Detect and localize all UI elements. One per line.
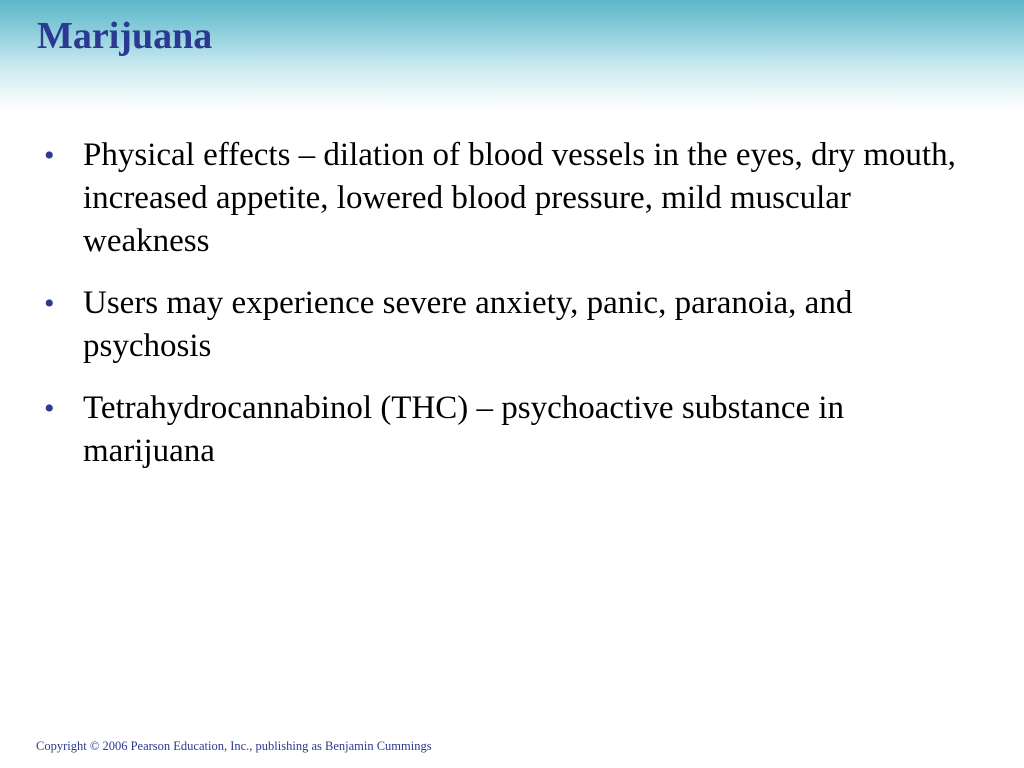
- bullet-text: Users may experience severe anxiety, panic, paranoia, and psychosis: [83, 285, 853, 364]
- bullet-marker: •: [44, 139, 55, 172]
- bullet-list: [44, 134, 984, 492]
- slide-title: Marijuana: [37, 15, 213, 57]
- bullet-marker: •: [44, 287, 55, 320]
- bullet-text: Tetrahydrocannabinol (THC) – psychoactive substance in marijuana: [83, 390, 845, 469]
- bullet-item-physical-effects: [44, 134, 984, 263]
- bullet-item-thc: [44, 387, 984, 473]
- bullet-item-user-experience: [44, 282, 984, 368]
- copyright-footer: Copyright © 2006 Pearson Education, Inc., publishing as Benjamin Cummings: [36, 739, 432, 753]
- bullet-marker: •: [44, 392, 55, 425]
- bullet-text: Physical effects – dilation of blood vessels in the eyes, dry mouth, increased appetite, lowered blood pressure, mild muscular weakness: [83, 137, 956, 259]
